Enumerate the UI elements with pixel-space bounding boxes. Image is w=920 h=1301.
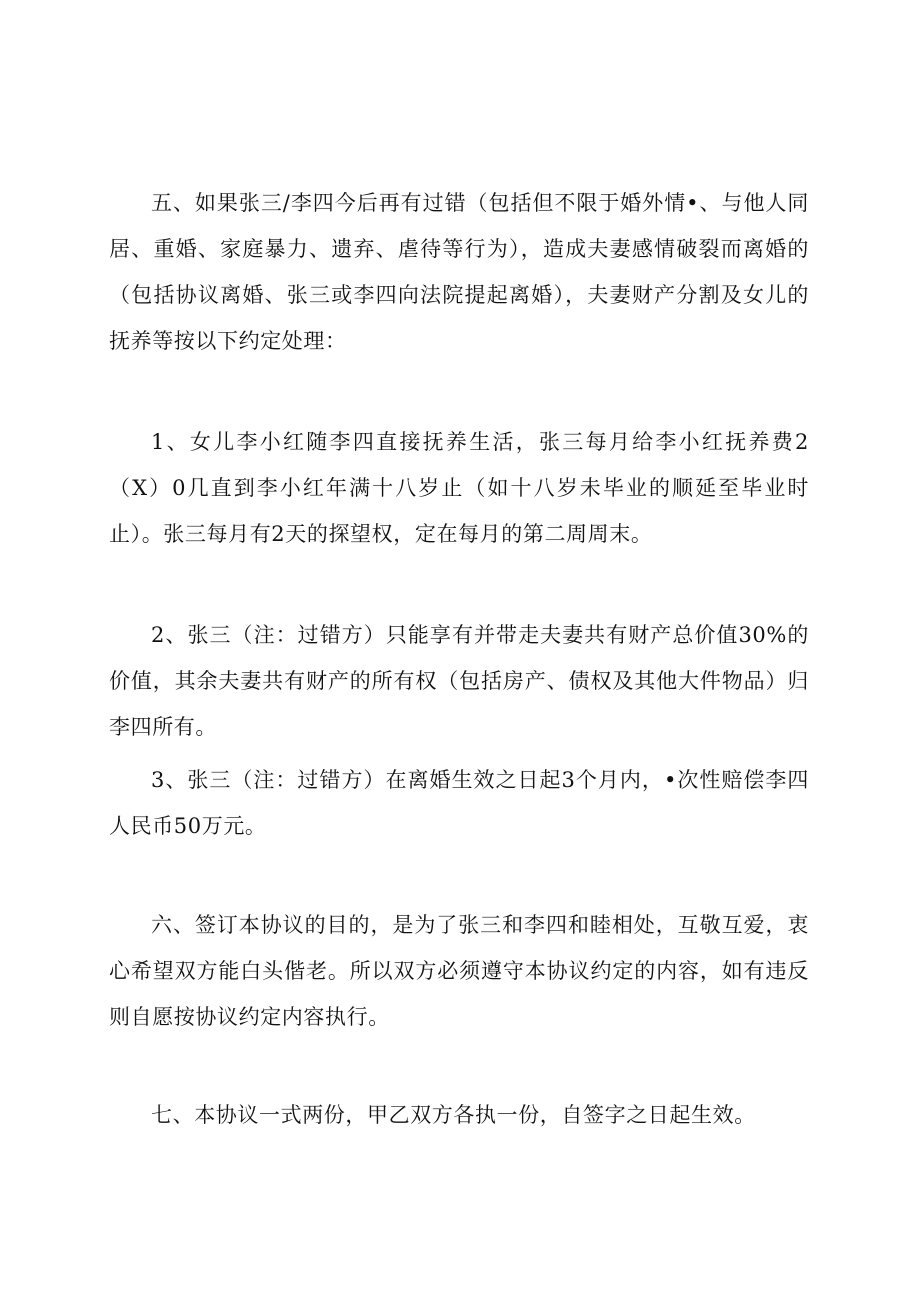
clause-five-item-1-paragraph: 1、女儿李小红随李四直接抚养生活，张三每月给李小红抚养费2（X）0几直到李小红年满十八岁止（如十八岁未毕业的顺延至毕业时止）。张三每月有2天的探望权，定在每月的第二周周末。 — [109, 430, 809, 546]
clause-seven-paragraph: 七、本协议一式两份，甲乙双方各执一份，自签字之日起生效。 — [151, 1103, 756, 1127]
clause-five-paragraph: 五、如果张三/李四今后再有过错（包括但不限于婚外情•、与他人同居、重婚、家庭暴力、遗弃、虐待等行为），造成夫妻感情破裂而离婚的（包括协议离婚、张三或李四向法院提起离婚），夫妻财产分割及女儿的抚养等按以下约定处理： — [109, 191, 809, 353]
clause-six-paragraph: 六、签订本协议的目的，是为了张三和李四和睦相处，互敬互爱，衷心希望双方能白头偕老。所以双方必须遵守本协议约定的内容，如有违反则自愿按协议约定内容执行。 — [109, 913, 809, 1029]
clause-five-item-3-paragraph: 3、张三（注：过错方）在离婚生效之日起3个月内，•次性赔偿李四人民币50万元。 — [109, 768, 809, 838]
clause-five-item-2-paragraph: 2、张三（注：过错方）只能享有并带走夫妻共有财产总价值30%的价值，其余夫妻共有财产的所有权（包括房产、债权及其他大件物品）归李四所有。 — [109, 623, 809, 739]
